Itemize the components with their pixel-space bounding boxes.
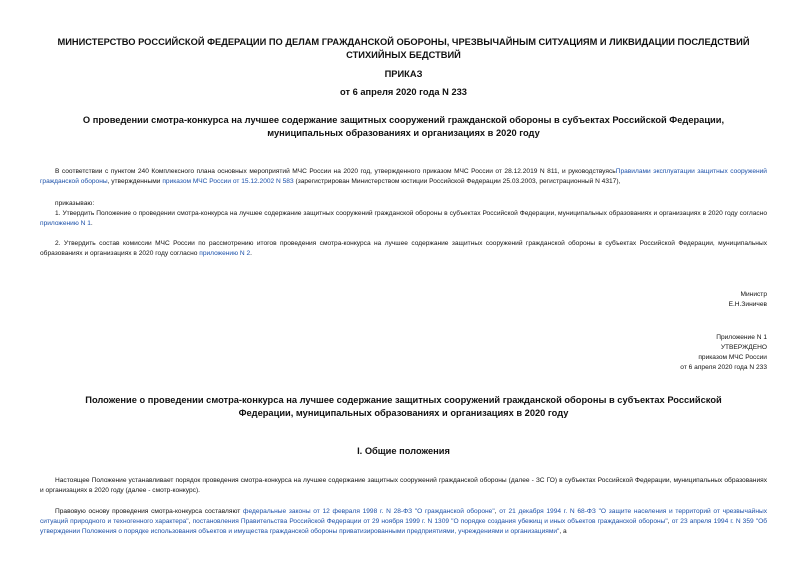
preamble-text-1: В соответствии с пунктом 240 Комплексного плана основных мероприятий МЧС России на 2020 год, утвержденного приказом МЧС России от 28.12.2019 N 811, и руководствуясь xyxy=(55,168,616,175)
resolution-1309-link[interactable]: постановления Правительства Российской Федерации от 29 ноября 1999 г. N 1309 "О порядке создания убежищ и иных объектов гражданской обороны" xyxy=(192,518,668,525)
legal-basis-text-1: Правовую основу проведения смотра-конкурса составляют xyxy=(55,508,241,515)
appendix-2-link[interactable]: приложению N 2 xyxy=(199,250,251,257)
section-1-paragraph-2 xyxy=(40,507,767,537)
legal-basis-text-2: , xyxy=(494,508,497,515)
legal-basis-text-4: , xyxy=(667,518,670,525)
preamble-text-3: (зарегистрирован Министерством юстиции Российской Федерации 25.03.2003, регистрационный N 4317), xyxy=(295,178,621,185)
order-date-number: от 6 апреля 2020 года N 233 xyxy=(340,87,467,97)
legal-basis-text-3: , xyxy=(188,518,191,525)
legal-basis-text-5: , а xyxy=(559,528,567,535)
appendix-approved: УТВЕРЖДЕНО xyxy=(720,344,767,351)
section-1-title: I. Общие положения xyxy=(357,446,450,456)
order-word: приказываю: xyxy=(55,200,95,207)
law-68-fz-link[interactable]: от 21 декабря 1994 г. N 68-ФЗ "О защите населения и территорий от чрезвычайных ситуаций природного и техногенного характера" xyxy=(40,508,768,525)
regulation-title: Положение о проведении смотра-конкурса на лучшее содержание защитных сооружений гражданской обороны в субъектах Российской Федерации, муниципальных образованиях и организациях в 2020 году xyxy=(85,395,722,418)
order-title: О проведении смотра-конкурса на лучшее содержание защитных сооружений гражданской обороны в субъектах Российской Федерации, муниципальных образованиях и организациях в 2020 году xyxy=(82,115,725,138)
signature-name: Е.Н.Зиничев xyxy=(728,301,767,308)
appendix-by-order: приказом МЧС России xyxy=(698,354,767,361)
appendix-1-link[interactable]: приложению N 1 xyxy=(40,220,91,227)
preamble-text-2: , утвержденными xyxy=(107,178,161,185)
signature-position: Министр xyxy=(740,291,767,298)
order-583-link[interactable]: приказом МЧС России от 15.12.2002 N 583 xyxy=(162,178,294,185)
item-2-text: 2. Утвердить состав комиссии МЧС России по рассмотрению итогов проведения смотра-конкурса на лучшее содержание защитных сооружений гражданской обороны в субъектах Российской Федерации, муниципальных образованиях и организациях в 2020 году согласно xyxy=(40,240,767,257)
rules-link[interactable]: Правилами эксплуатации защитных сооружений гражданской обороны xyxy=(40,168,767,185)
appendix-label: Приложение N 1 xyxy=(716,334,767,341)
item-2-paragraph xyxy=(40,239,767,259)
doc-type: ПРИКАЗ xyxy=(384,69,423,79)
preamble-paragraph xyxy=(40,167,767,187)
item-1-end: . xyxy=(90,220,93,227)
law-28-fz-link[interactable]: федеральные законы от 12 февраля 1998 г. N 28-ФЗ "О гражданской обороне" xyxy=(243,508,495,515)
appendix-date-number: от 6 апреля 2020 года N 233 xyxy=(680,364,767,371)
item-1-text: 1. Утвердить Положение о проведении смотра-конкурса на лучшее содержание защитных сооружений гражданской обороны в субъектах Российской Федерации, муниципальных образованиях и организациях в 2020 году согласно xyxy=(55,210,767,217)
item-1-paragraph xyxy=(40,209,767,229)
section-1-paragraph-1: Настоящее Положение устанавливает порядок проведения смотра-конкурса на лучшее содержание защитных сооружений гражданской обороны (далее - ЗС ГО) в субъектах Российской Федерации, муниципальных образованиях и организациях в 2020 году (далее - смотр-конкурс). xyxy=(40,477,767,494)
item-2-end: . xyxy=(250,250,252,257)
ministry-heading: МИНИСТЕРСТВО РОССИЙСКОЙ ФЕДЕРАЦИИ ПО ДЕЛАМ ГРАЖДАНСКОЙ ОБОРОНЫ, ЧРЕЗВЫЧАЙНЫМ СИТУАЦИЯМ И ЛИКВИДАЦИИ ПОСЛЕДСТВИЙ СТИХИЙНЫХ БЕДСТВИЙ xyxy=(57,37,750,60)
resolution-359-link[interactable]: от 23 апреля 1994 г. N 359 "Об утверждении Положения о порядке использования объектов и имущества гражданской обороны приватизированными предприятиями, учреждениями и организациями" xyxy=(40,518,767,535)
